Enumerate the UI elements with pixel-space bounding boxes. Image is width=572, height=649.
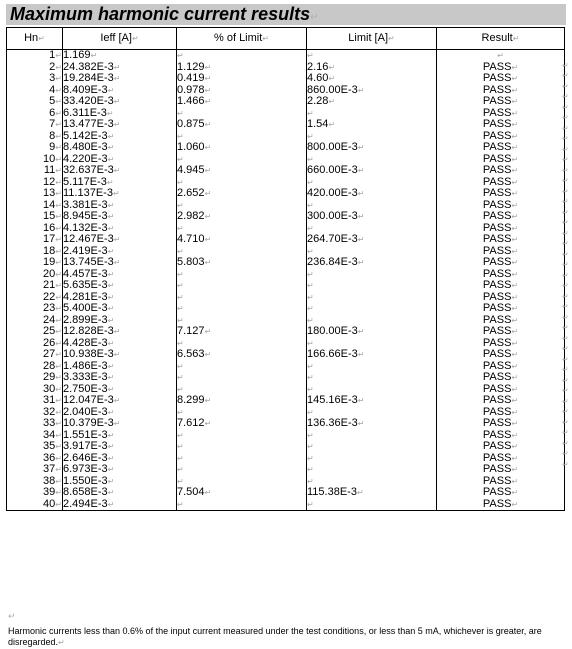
cell-limit: ↵ (307, 476, 437, 488)
cell-limit: ↵ (307, 50, 437, 62)
cell-limit: ↵ (307, 372, 437, 384)
cell-hn: 27↵ (7, 349, 63, 361)
cell-ieff: 2.899E-3↵ (63, 315, 177, 327)
table-row (7, 338, 565, 350)
cell-ieff: 3.917E-3↵ (63, 441, 177, 453)
cell-ieff: 4.220E-3↵ (63, 154, 177, 166)
cell-percent-limit: 1.129↵ (177, 62, 307, 74)
cell-hn: 5↵ (7, 96, 63, 108)
cell-percent-limit: 7.127↵ (177, 326, 307, 338)
paragraph-mark-icon: ↵ (562, 228, 569, 238)
cell-percent-limit: 0.419↵ (177, 73, 307, 85)
cell-hn: 30↵ (7, 384, 63, 396)
paragraph-mark-icon: ↵ (562, 134, 569, 143)
cell-hn: 9↵ (7, 142, 63, 154)
cell-hn: 38↵ (7, 476, 63, 488)
cell-hn: 31↵ (7, 395, 63, 407)
cell-limit: 4.60↵ (307, 73, 437, 85)
cell-percent-limit: ↵ (177, 338, 307, 350)
cell-percent-limit: ↵ (177, 50, 307, 62)
cell-result: PASS↵ (437, 257, 565, 269)
paragraph-mark-icon: ↵ (562, 123, 569, 133)
table-row (7, 73, 565, 85)
cell-ieff: 4.132E-3↵ (63, 223, 177, 235)
cell-hn: 28↵ (7, 361, 63, 373)
cell-ieff: 2.040E-3↵ (63, 407, 177, 419)
paragraph-mark-icon: ↵ (562, 270, 569, 280)
table-row (7, 441, 565, 453)
cell-limit: ↵ (307, 303, 437, 315)
harmonic-results-table (6, 27, 565, 511)
cell-hn: 40↵ (7, 499, 63, 511)
cell-hn: 39↵ (7, 487, 63, 499)
cell-ieff: 8.945E-3↵ (63, 211, 177, 223)
table-row (7, 50, 565, 62)
paragraph-mark-icon: ↵ (562, 144, 569, 154)
cell-hn: 2↵ (7, 62, 63, 74)
paragraph-mark-icon: ↵ (562, 302, 569, 311)
cell-ieff: 4.281E-3↵ (63, 292, 177, 304)
cell-hn: 21↵ (7, 280, 63, 292)
table-row (7, 96, 565, 108)
table-row (7, 418, 565, 430)
cell-ieff: 1.551E-3↵ (63, 430, 177, 442)
paragraph-mark-icon: ↵ (562, 81, 569, 91)
cell-result: PASS↵ (437, 223, 565, 235)
col-header-ieff: Ieff [A]↵ (63, 28, 177, 50)
cell-percent-limit: 0.875↵ (177, 119, 307, 131)
cell-limit: 264.70E-3↵ (307, 234, 437, 246)
cell-hn: 18↵ (7, 246, 63, 258)
cell-percent-limit: ↵ (177, 384, 307, 396)
cell-ieff: 5.117E-3↵ (63, 177, 177, 189)
cell-limit: ↵ (307, 407, 437, 419)
cell-result: PASS↵ (437, 96, 565, 108)
cell-percent-limit: 1.060↵ (177, 142, 307, 154)
paragraph-mark-icon: ↵ (562, 291, 569, 301)
cell-ieff: 13.477E-3↵ (63, 119, 177, 131)
cell-ieff: 6.311E-3↵ (63, 108, 177, 120)
cell-ieff: 33.420E-3↵ (63, 96, 177, 108)
cell-percent-limit: ↵ (177, 453, 307, 465)
col-header-hn: Hn↵ (7, 28, 63, 50)
table-row (7, 407, 565, 419)
cell-limit: 420.00E-3↵ (307, 188, 437, 200)
cell-limit: 660.00E-3↵ (307, 165, 437, 177)
cell-limit: 236.84E-3↵ (307, 257, 437, 269)
cell-result: PASS↵ (437, 487, 565, 499)
cell-ieff: 6.973E-3↵ (63, 464, 177, 476)
cell-ieff: 5.400E-3↵ (63, 303, 177, 315)
cell-ieff: 2.494E-3↵ (63, 499, 177, 511)
table-row (7, 315, 565, 327)
cell-ieff: 5.635E-3↵ (63, 280, 177, 292)
cell-result: PASS↵ (437, 234, 565, 246)
cell-percent-limit: ↵ (177, 361, 307, 373)
paragraph-mark-icon: ↵ (562, 365, 569, 374)
cell-ieff: 12.828E-3↵ (63, 326, 177, 338)
cell-percent-limit: ↵ (177, 407, 307, 419)
cell-result: PASS↵ (437, 200, 565, 212)
cell-limit: 300.00E-3↵ (307, 211, 437, 223)
col-header-limit: Limit [A]↵ (307, 28, 437, 50)
paragraph-mark-icon: ↵ (562, 417, 569, 427)
table-row (7, 292, 565, 304)
paragraph-mark-icon: ↵ (562, 323, 569, 332)
cell-result: PASS↵ (437, 430, 565, 442)
cell-limit: ↵ (307, 292, 437, 304)
cell-hn: 32↵ (7, 407, 63, 419)
paragraph-mark-icon: ↵ (562, 197, 569, 206)
cell-result: PASS↵ (437, 372, 565, 384)
cell-result: PASS↵ (437, 292, 565, 304)
paragraph-mark-icon: ↵ (562, 239, 569, 248)
cell-percent-limit: ↵ (177, 441, 307, 453)
cell-ieff: 2.646E-3↵ (63, 453, 177, 465)
cell-result: PASS↵ (437, 441, 565, 453)
cell-limit: ↵ (307, 464, 437, 476)
cell-hn: 4↵ (7, 85, 63, 97)
cell-ieff: 4.457E-3↵ (63, 269, 177, 281)
cell-limit: ↵ (307, 154, 437, 166)
table-row (7, 499, 565, 511)
cell-result: PASS↵ (437, 131, 565, 143)
table-row (7, 108, 565, 120)
cell-hn: 6↵ (7, 108, 63, 120)
cell-hn: 12↵ (7, 177, 63, 189)
cell-result: PASS↵ (437, 269, 565, 281)
cell-result: PASS↵ (437, 188, 565, 200)
table-row (7, 269, 565, 281)
cell-limit: ↵ (307, 361, 437, 373)
cell-result: PASS↵ (437, 453, 565, 465)
paragraph-mark-icon: ↵ (562, 155, 569, 164)
cell-ieff: 2.419E-3↵ (63, 246, 177, 258)
paragraph-mark-icon: ↵ (562, 186, 569, 196)
cell-limit: ↵ (307, 177, 437, 189)
cell-percent-limit: ↵ (177, 292, 307, 304)
cell-result: PASS↵ (437, 361, 565, 373)
cell-result: PASS↵ (437, 73, 565, 85)
cell-percent-limit: ↵ (177, 303, 307, 315)
cell-hn: 23↵ (7, 303, 63, 315)
table-body (7, 50, 565, 511)
cell-hn: 37↵ (7, 464, 63, 476)
cell-result: PASS↵ (437, 165, 565, 177)
cell-limit: ↵ (307, 200, 437, 212)
cell-percent-limit: ↵ (177, 430, 307, 442)
cell-limit: ↵ (307, 441, 437, 453)
table-row (7, 372, 565, 384)
cell-percent-limit: ↵ (177, 464, 307, 476)
cell-ieff: 13.745E-3↵ (63, 257, 177, 269)
table-row (7, 395, 565, 407)
cell-limit: ↵ (307, 384, 437, 396)
cell-hn: 14↵ (7, 200, 63, 212)
cell-result: PASS↵ (437, 142, 565, 154)
cell-percent-limit: 2.982↵ (177, 211, 307, 223)
paragraph-mark-icon: ↵ (562, 71, 569, 80)
cell-limit: ↵ (307, 223, 437, 235)
cell-percent-limit: ↵ (177, 154, 307, 166)
table-row (7, 119, 565, 131)
cell-ieff: 10.379E-3↵ (63, 418, 177, 430)
cell-hn: 36↵ (7, 453, 63, 465)
cell-limit: 1.54↵ (307, 119, 437, 131)
cell-ieff: 12.467E-3↵ (63, 234, 177, 246)
cell-ieff: 8.658E-3↵ (63, 487, 177, 499)
cell-result: PASS↵ (437, 338, 565, 350)
cell-result: PASS↵ (437, 499, 565, 511)
cell-ieff: 2.750E-3↵ (63, 384, 177, 396)
cell-ieff: 32.637E-3↵ (63, 165, 177, 177)
cell-hn: 13↵ (7, 188, 63, 200)
table-row (7, 131, 565, 143)
cell-hn: 19↵ (7, 257, 63, 269)
table-header-row (7, 28, 565, 50)
table-row (7, 234, 565, 246)
cell-hn: 8↵ (7, 131, 63, 143)
cell-percent-limit: 6.563↵ (177, 349, 307, 361)
cell-hn: 17↵ (7, 234, 63, 246)
cell-hn: 1↵ (7, 50, 63, 62)
cell-ieff: 4.428E-3↵ (63, 338, 177, 350)
cell-ieff: 3.333E-3↵ (63, 372, 177, 384)
paragraph-mark-icon: ↵ (562, 102, 569, 112)
cell-result: PASS↵ (437, 119, 565, 131)
cell-hn: 33↵ (7, 418, 63, 430)
paragraph-mark-icon: ↵ (562, 218, 569, 227)
cell-ieff: 1.169↵ (63, 50, 177, 62)
table-row (7, 430, 565, 442)
cell-limit: ↵ (307, 246, 437, 258)
table-row (7, 85, 565, 97)
cell-limit: ↵ (307, 453, 437, 465)
cell-percent-limit: 7.612↵ (177, 418, 307, 430)
cell-result: PASS↵ (437, 280, 565, 292)
paragraph-mark-icon: ↵ (562, 438, 569, 448)
cell-limit: ↵ (307, 108, 437, 120)
paragraph-mark-icon: ↵ (562, 354, 569, 364)
cell-hn: 25↵ (7, 326, 63, 338)
paragraph-mark-icon: ↵ (562, 333, 569, 343)
table-row (7, 154, 565, 166)
cell-limit: ↵ (307, 280, 437, 292)
cell-percent-limit: ↵ (177, 200, 307, 212)
paragraph-mark-icon: ↵ (562, 407, 569, 416)
cell-ieff: 11.137E-3↵ (63, 188, 177, 200)
table-row (7, 384, 565, 396)
cell-hn: 26↵ (7, 338, 63, 350)
cell-result: PASS↵ (437, 177, 565, 189)
table-row (7, 349, 565, 361)
cell-result: PASS↵ (437, 407, 565, 419)
cell-limit: ↵ (307, 338, 437, 350)
table-row (7, 257, 565, 269)
cell-percent-limit: ↵ (177, 499, 307, 511)
cell-hn: 34↵ (7, 430, 63, 442)
cell-hn: 35↵ (7, 441, 63, 453)
cell-percent-limit: ↵ (177, 177, 307, 189)
cell-ieff: 1.486E-3↵ (63, 361, 177, 373)
cell-hn: 16↵ (7, 223, 63, 235)
table-row (7, 464, 565, 476)
table-row (7, 62, 565, 74)
cell-limit: ↵ (307, 269, 437, 281)
col-header-result: Result↵ (437, 28, 565, 50)
table-row (7, 361, 565, 373)
cell-result: PASS↵ (437, 62, 565, 74)
cell-percent-limit: ↵ (177, 131, 307, 143)
paragraph-mark-icon: ↵ (562, 344, 569, 353)
cell-percent-limit: ↵ (177, 315, 307, 327)
cell-limit: 166.66E-3↵ (307, 349, 437, 361)
cell-ieff: 8.480E-3↵ (63, 142, 177, 154)
cell-ieff: 5.142E-3↵ (63, 131, 177, 143)
table-row (7, 188, 565, 200)
cell-limit: 145.16E-3↵ (307, 395, 437, 407)
cell-limit: 860.00E-3↵ (307, 85, 437, 97)
table-row (7, 280, 565, 292)
table-row (7, 211, 565, 223)
cell-percent-limit: 2.652↵ (177, 188, 307, 200)
paragraph-mark-icon: ↵ (562, 207, 569, 217)
table-row (7, 177, 565, 189)
cell-ieff: 8.409E-3↵ (63, 85, 177, 97)
cell-result: PASS↵ (437, 395, 565, 407)
paragraph-mark-icon: ↵ (562, 312, 569, 322)
cell-percent-limit: ↵ (177, 223, 307, 235)
page-title: Maximum harmonic current results↵ (10, 4, 319, 24)
cell-limit: 2.16↵ (307, 62, 437, 74)
cell-ieff: 1.550E-3↵ (63, 476, 177, 488)
table-row (7, 487, 565, 499)
paragraph-mark-icon: ↵ (310, 12, 319, 23)
paragraph-mark-icon: ↵ (562, 260, 569, 269)
cell-limit: ↵ (307, 430, 437, 442)
cell-hn: 24↵ (7, 315, 63, 327)
cell-hn: 7↵ (7, 119, 63, 131)
cell-hn: 10↵ (7, 154, 63, 166)
table-row (7, 453, 565, 465)
table-row (7, 200, 565, 212)
table-row (7, 246, 565, 258)
cell-hn: 22↵ (7, 292, 63, 304)
table-row (7, 326, 565, 338)
cell-percent-limit: 0.978↵ (177, 85, 307, 97)
cell-result: PASS↵ (437, 211, 565, 223)
paragraph-mark-icon: ↵ (562, 60, 569, 70)
cell-percent-limit: 5.803↵ (177, 257, 307, 269)
cell-ieff: 24.382E-3↵ (63, 62, 177, 74)
cell-limit: ↵ (307, 315, 437, 327)
cell-hn: 20↵ (7, 269, 63, 281)
cell-ieff: 3.381E-3↵ (63, 200, 177, 212)
cell-percent-limit: ↵ (177, 280, 307, 292)
paragraph-mark-icon: ↵ (562, 459, 569, 469)
paragraph-mark-icon: ↵ (562, 165, 569, 175)
paragraph-mark-icon: ↵ (562, 386, 569, 395)
cell-result: PASS↵ (437, 315, 565, 327)
cell-result: PASS↵ (437, 418, 565, 430)
title-bar (6, 4, 566, 25)
cell-percent-limit: ↵ (177, 476, 307, 488)
cell-hn: 29↵ (7, 372, 63, 384)
paragraph-mark-icon: ↵ (562, 449, 569, 458)
cell-percent-limit: 4.710↵ (177, 234, 307, 246)
paragraph-mark-icon: ↵ (562, 375, 569, 385)
cell-percent-limit: ↵ (177, 246, 307, 258)
cell-ieff: 12.047E-3↵ (63, 395, 177, 407)
paragraph-mark-icon: ↵ (8, 611, 16, 621)
cell-percent-limit: 4.945↵ (177, 165, 307, 177)
cell-limit: ↵ (307, 131, 437, 143)
cell-percent-limit: ↵ (177, 372, 307, 384)
table-row (7, 223, 565, 235)
table-row (7, 142, 565, 154)
cell-result: PASS↵ (437, 85, 565, 97)
paragraph-mark-icon: ↵ (562, 396, 569, 406)
paragraph-mark-icon: ↵ (562, 428, 569, 437)
cell-limit: 115.38E-3↵ (307, 487, 437, 499)
col-header-percent-limit: % of Limit↵ (177, 28, 307, 50)
cell-result: PASS↵ (437, 384, 565, 396)
cell-hn: 3↵ (7, 73, 63, 85)
cell-ieff: 19.284E-3↵ (63, 73, 177, 85)
cell-result: PASS↵ (437, 154, 565, 166)
cell-result: PASS↵ (437, 476, 565, 488)
cell-result: PASS↵ (437, 246, 565, 258)
cell-limit: 800.00E-3↵ (307, 142, 437, 154)
cell-hn: 11↵ (7, 165, 63, 177)
table-row (7, 165, 565, 177)
cell-percent-limit: 7.504↵ (177, 487, 307, 499)
table-row (7, 476, 565, 488)
cell-result: PASS↵ (437, 349, 565, 361)
cell-ieff: 10.938E-3↵ (63, 349, 177, 361)
cell-limit: 136.36E-3↵ (307, 418, 437, 430)
cell-limit: 2.28↵ (307, 96, 437, 108)
table-row (7, 303, 565, 315)
footnote: Harmonic currents less than 0.6% of the input current measured under the test conditions, or less than 5 mA, whichever is greater, are disregarded.↵ (8, 626, 542, 647)
cell-result: PASS↵ (437, 326, 565, 338)
cell-hn: 15↵ (7, 211, 63, 223)
cell-limit: ↵ (307, 499, 437, 511)
cell-limit: 180.00E-3↵ (307, 326, 437, 338)
cell-percent-limit: 8.299↵ (177, 395, 307, 407)
paragraph-mark-icon: ↵ (562, 249, 569, 259)
paragraph-mark-icon: ↵ (562, 92, 569, 101)
cell-result: PASS↵ (437, 303, 565, 315)
cell-percent-limit: ↵ (177, 269, 307, 281)
cell-result: PASS↵ (437, 108, 565, 120)
cell-result: PASS↵ (437, 464, 565, 476)
paragraph-mark-icon: ↵ (562, 281, 569, 290)
paragraph-mark-icon: ↵ (562, 176, 569, 185)
paragraph-mark-icon: ↵ (562, 113, 569, 122)
cell-percent-limit: ↵ (177, 108, 307, 120)
cell-percent-limit: 1.466↵ (177, 96, 307, 108)
cell-result: ↵ (437, 50, 565, 62)
